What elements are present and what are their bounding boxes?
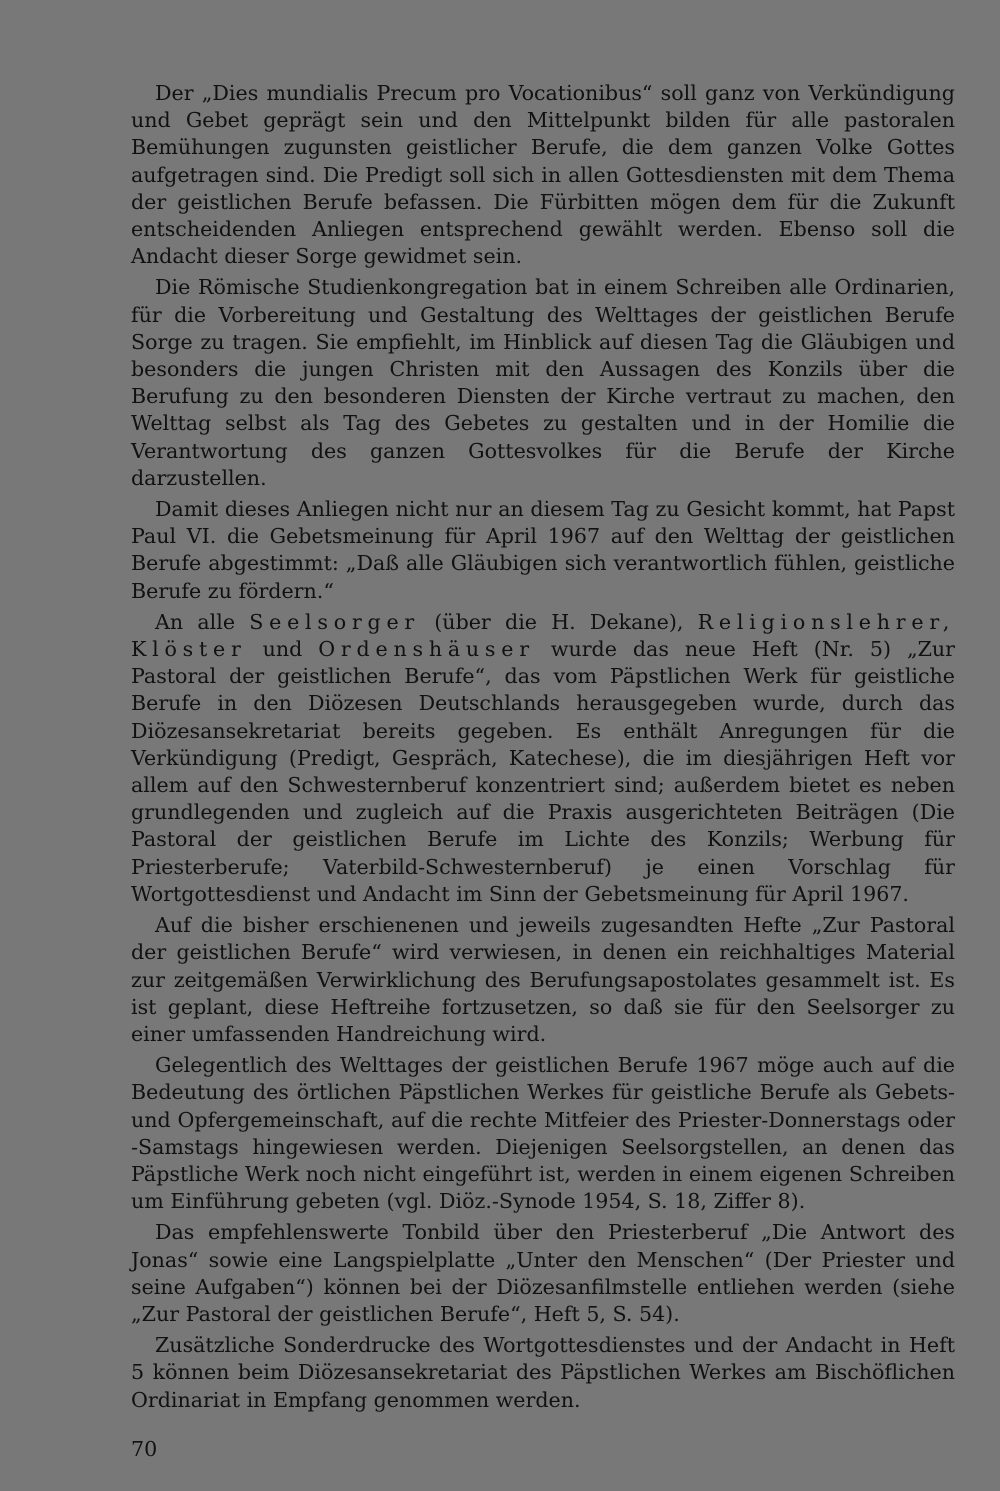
- page-number: 70: [131, 1437, 158, 1461]
- emphasis-religionslehrer: Religionslehrer,: [697, 609, 956, 634]
- emphasis-kloester: Klöster: [131, 637, 247, 662]
- paragraph-1: Der „Dies mundialis Precum pro Vocationibus“ soll ganz von Verkündigung und Gebet geprägt sein und den Mittelpunkt bilden für alle pastoralen Bemühungen zugunsten geistlicher Berufe, die dem ganzen Volke Gottes aufgetragen sind. Die Predigt soll sich in allen Gottesdiensten mit dem Thema der geistlichen Berufe befassen. Die Fürbitten mögen dem für die Zukunft entscheidenden Anliegen entsprechend gewählt werden. Ebenso soll die Andacht dieser Sorge gewidmet sein.: [131, 81, 955, 269]
- paragraph-6: Gelegentlich des Welttages der geistlichen Berufe 1967 möge auch auf die Bedeutung des örtlichen Päpstlichen Werkes für geistliche Berufe als Gebets- und Opfergemeinschaft, auf die rechte Mitfeier des Priester-Donnerstags oder -Samstags hingewiesen werden. Diejenigen Seelsorgstellen, an denen das Päpstliche Werk noch nicht eingeführt ist, werden in einem eigenen Schreiben um Einführung gebeten (vgl. Diöz.-Synode 1954, S. 18, Ziffer 8).: [131, 1053, 955, 1214]
- paragraph-5: Auf die bisher erschienenen und jeweils zugesandten Hefte „Zur Pastoral der geistlichen Berufe“ wird verwiesen, in denen ein reichhaltiges Material zur zeitgemäßen Verwirklichung des Berufungsapostolates gesammelt ist. Es ist geplant, diese Heftreihe fortzusetzen, so daß sie für den Seelsorger zu einer umfassenden Handreichung wird.: [131, 913, 955, 1046]
- paragraph-7: Das empfehlenswerte Tonbild über den Priesterberuf „Die Antwort des Jonas“ sowie eine Langspielplatte „Unter den Menschen“ (Der Priester und seine Aufgaben“) können bei der Diözesanfilmstelle entliehen werden (siehe „Zur Pastoral der geistlichen Berufe“, Heft 5, S. 54).: [131, 1220, 955, 1326]
- paragraph-4-rest: wurde das neue Heft (Nr. 5) „Zur Pastoral der geistlichen Berufe“, das vom Päpstlichen Werk für geistliche Berufe in den Diözesen Deutschlands herausgegeben wurde, durch das Diözesansekretariat bereits gegeben. Es enthält Anregungen für die Verkündigung (Predigt, Gespräch, Katechese), die im diesjährigen Heft vor allem auf den Schwesternberuf konzentriert sind; außerdem bietet es neben grundlegenden und zugleich auf die Praxis ausgerichteten Beiträgen (Die Pastoral der geistlichen Berufe im Lichte des Konzils; Werbung für Priesterberufe; Vaterbild-Schwesternberuf) je einen Vorschlag für Wortgottesdienst und Andacht im Sinn der Gebetsmeinung für April 1967.: [131, 637, 956, 906]
- paragraph-4-intro: An alle: [155, 609, 236, 634]
- paragraph-2: Die Römische Studienkongregation bat in einem Schreiben alle Ordinarien, für die Vorbereitung und Gestaltung des Welttages der geistlichen Berufe Sorge zu tragen. Sie empfiehlt, im Hinblick auf diesen Tag die Gläubigen und besonders die jungen Christen mit den Aussagen des Konzils über die Berufung zu den besonderen Diensten der Kirche vertraut zu machen, den Welttag selbst als Tag des Gebetes zu gestalten und in der Homilie die Verantwortung des ganzen Gottesvolkes für die Berufe der Kirche darzustellen.: [131, 275, 955, 490]
- paragraph-8: Zusätzliche Sonderdrucke des Wortgottesdienstes und der Andacht in Heft 5 können beim Diözesansekretariat des Päpstlichen Werkes am Bischöflichen Ordinariat in Empfang genommen werden.: [131, 1333, 955, 1412]
- paragraph-4-dekane: (über die H. Dekane),: [434, 609, 684, 634]
- emphasis-seelsorger: Seelsorger: [249, 609, 421, 634]
- paragraph-4: [131, 609, 955, 908]
- paragraph-3: Damit dieses Anliegen nicht nur an diesem Tag zu Gesicht kommt, hat Papst Paul VI. die Gebetsmeinung für April 1967 auf den Welttag der geistlichen Berufe abgestimmt: „Daß alle Gläubigen sich verantwortlich fühlen, geistliche Berufe zu fördern.“: [131, 497, 955, 603]
- page-body: [131, 80, 955, 1418]
- paragraph-4-und: und: [262, 637, 303, 662]
- emphasis-ordenshaeuser: Ordenshäuser: [318, 637, 535, 662]
